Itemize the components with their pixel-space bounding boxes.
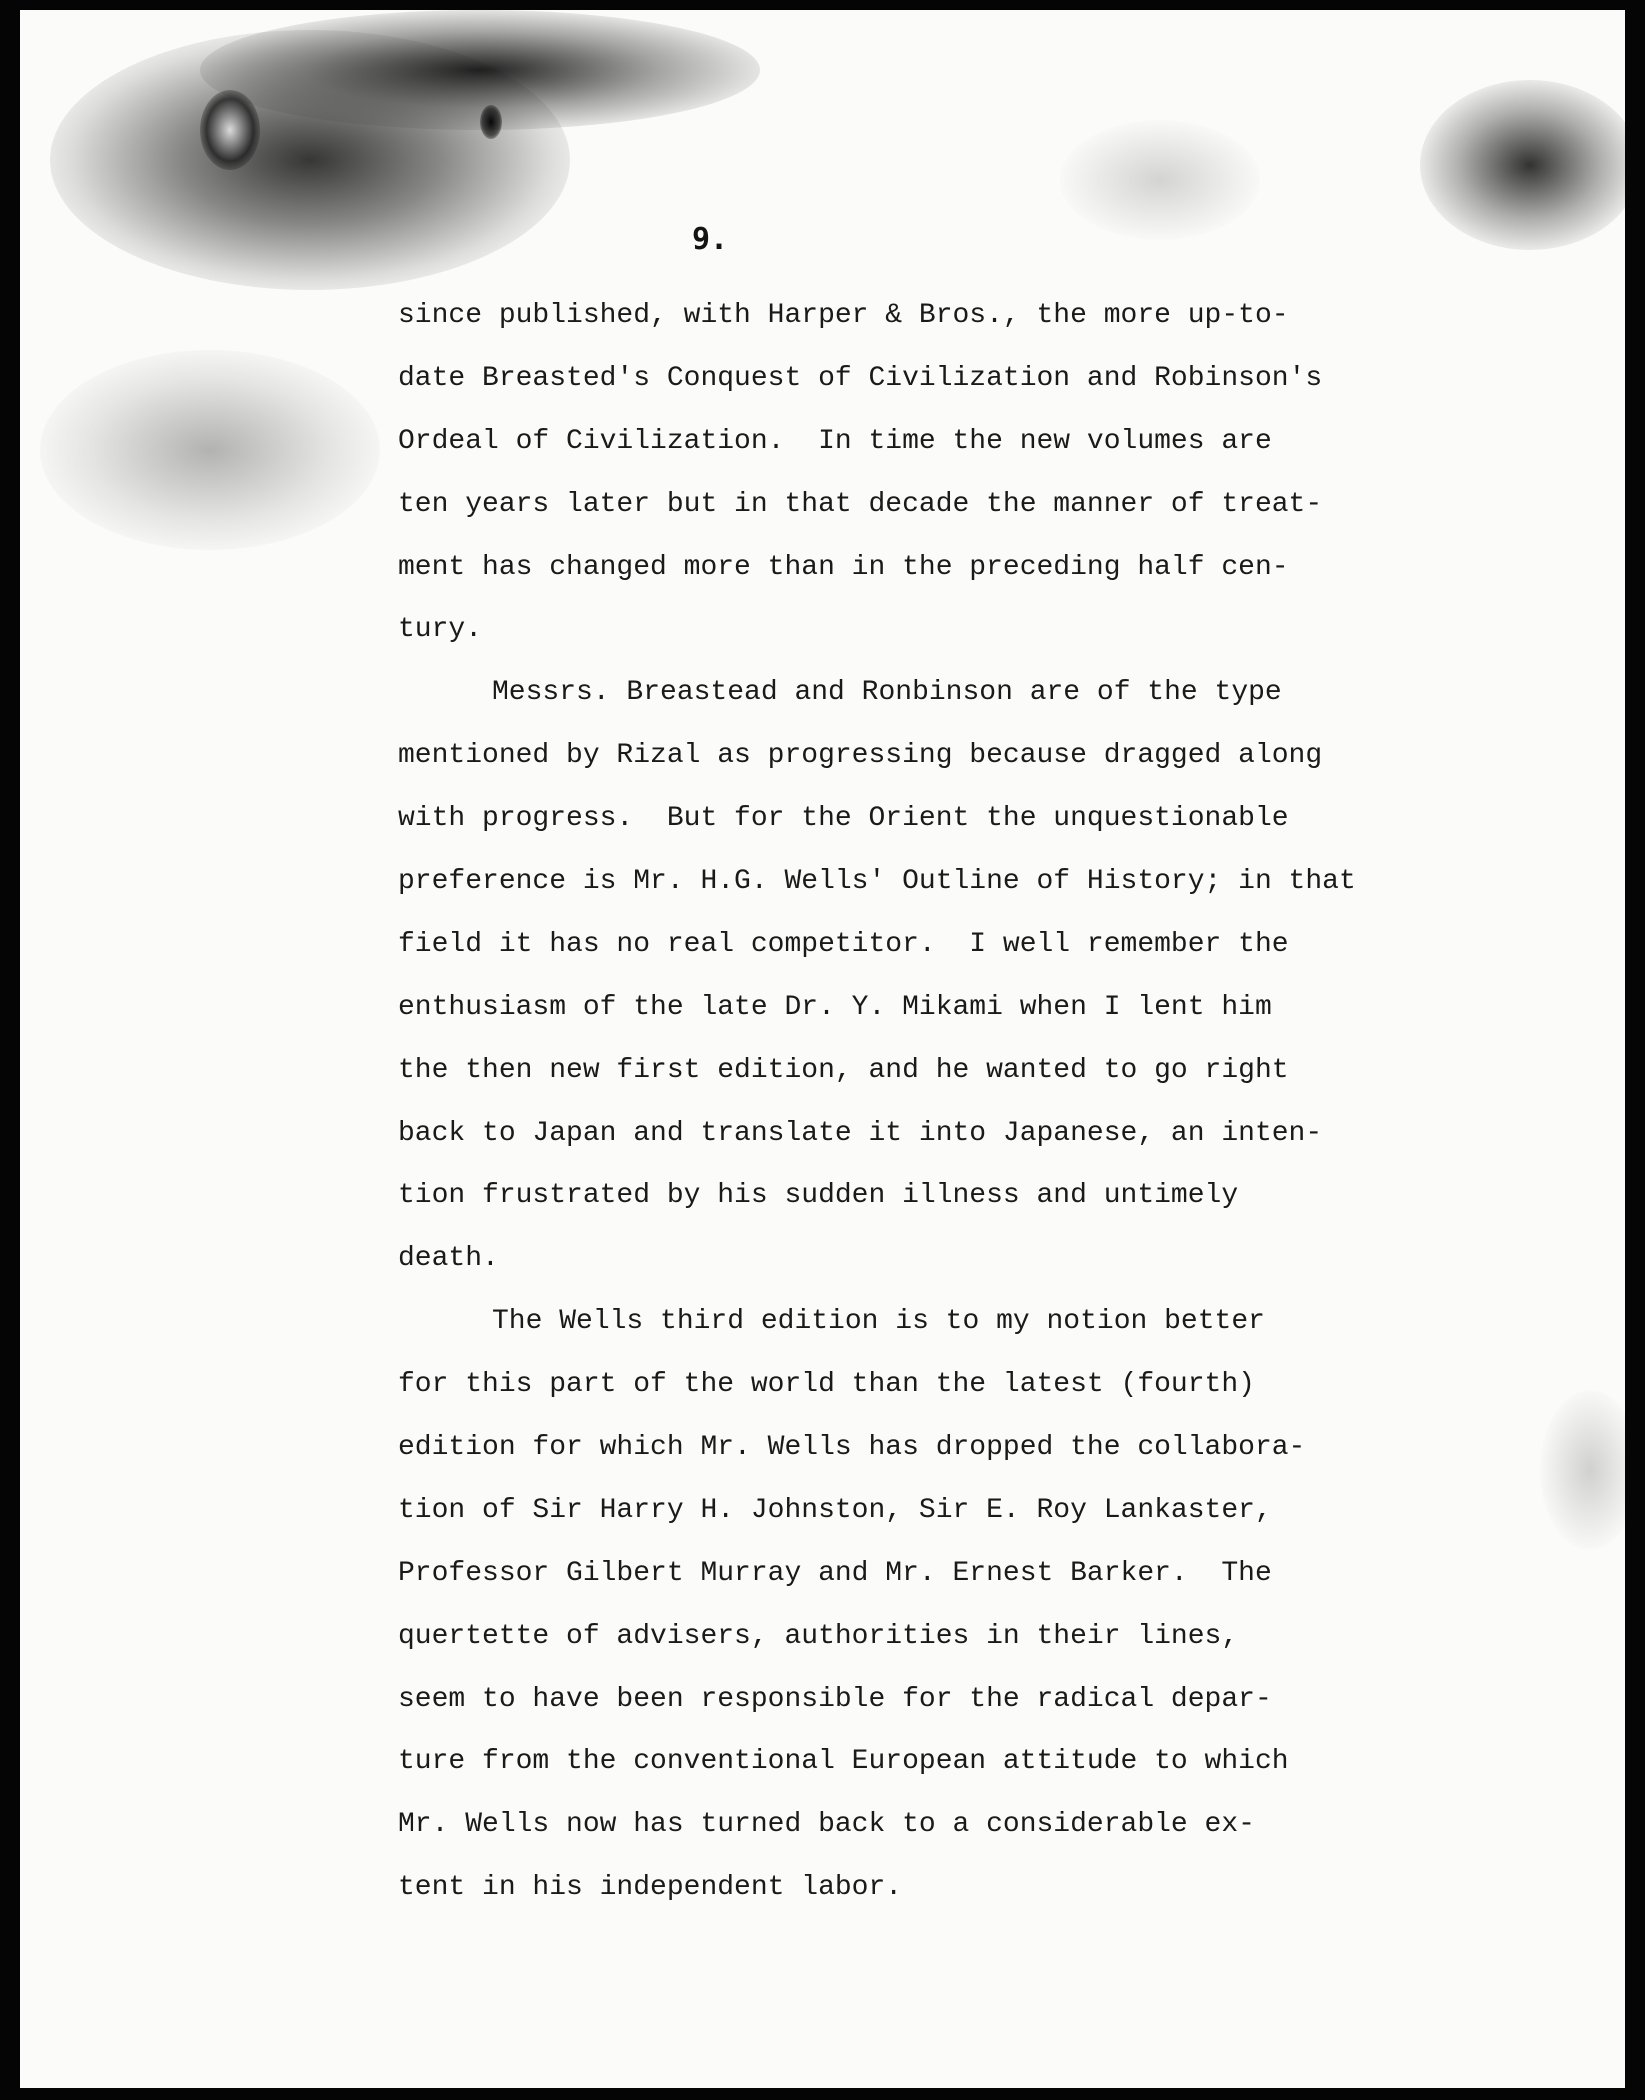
ink-spot	[480, 105, 502, 139]
text-line: ture from the conventional European attitude to which	[398, 1746, 1289, 1778]
paragraph-2	[398, 662, 1508, 1291]
text-line: quertette of advisers, authorities in their lines,	[398, 1620, 1239, 1652]
ink-smudge	[50, 30, 570, 290]
text-line: ment has changed more than in the preceding half cen-	[398, 551, 1289, 583]
text-line: edition for which Mr. Wells has dropped the collabora-	[398, 1432, 1306, 1464]
text-line: Professor Gilbert Murray and Mr. Ernest Barker. The	[398, 1557, 1272, 1589]
text-line: with progress. But for the Orient the unquestionable	[398, 803, 1289, 835]
text-line: preference is Mr. H.G. Wells' Outline of History; in that	[398, 866, 1356, 898]
ink-smudge	[1420, 80, 1625, 250]
text-line: field it has no real competitor. I well remember the	[398, 928, 1289, 960]
text-line: tion of Sir Harry H. Johnston, Sir E. Roy Lankaster,	[398, 1494, 1272, 1526]
page-number: 9.	[692, 222, 729, 257]
text-line: back to Japan and translate it into Japanese, an inten-	[398, 1117, 1323, 1149]
text-line: for this part of the world than the latest (fourth)	[398, 1369, 1255, 1401]
document-body	[398, 285, 1508, 1920]
text-line: tion frustrated by his sudden illness and untimely	[398, 1180, 1239, 1212]
text-line: Messrs. Breastead and Ronbinson are of the type	[492, 677, 1282, 709]
text-line: mentioned by Rizal as progressing because dragged along	[398, 740, 1323, 772]
text-line: seem to have been responsible for the radical depar-	[398, 1683, 1272, 1715]
text-line: Ordeal of Civilization. In time the new volumes are	[398, 425, 1272, 457]
text-line: the then new first edition, and he wanted to go right	[398, 1054, 1289, 1086]
text-line: death.	[398, 1243, 499, 1275]
ink-smudge	[40, 350, 380, 550]
text-line: since published, with Harper & Bros., the more up-to-	[398, 300, 1289, 331]
text-line: tury.	[398, 614, 483, 646]
text-line: date Breasted's Conquest of Civilization and Robinson's	[398, 362, 1323, 394]
paragraph-3	[398, 1291, 1508, 1920]
text-line: tent in his independent labor.	[398, 1872, 903, 1904]
punch-hole-mark	[200, 90, 260, 170]
ink-smudge	[1540, 1390, 1625, 1550]
ink-smudge	[1060, 120, 1260, 240]
paragraph-1	[398, 285, 1508, 662]
text-line: Mr. Wells now has turned back to a considerable ex-	[398, 1809, 1255, 1841]
text-line: The Wells third edition is to my notion better	[492, 1306, 1265, 1338]
text-line: ten years later but in that decade the manner of treat-	[398, 488, 1323, 520]
ink-smudge	[200, 10, 760, 130]
text-line: enthusiasm of the late Dr. Y. Mikami when I lent him	[398, 991, 1272, 1023]
